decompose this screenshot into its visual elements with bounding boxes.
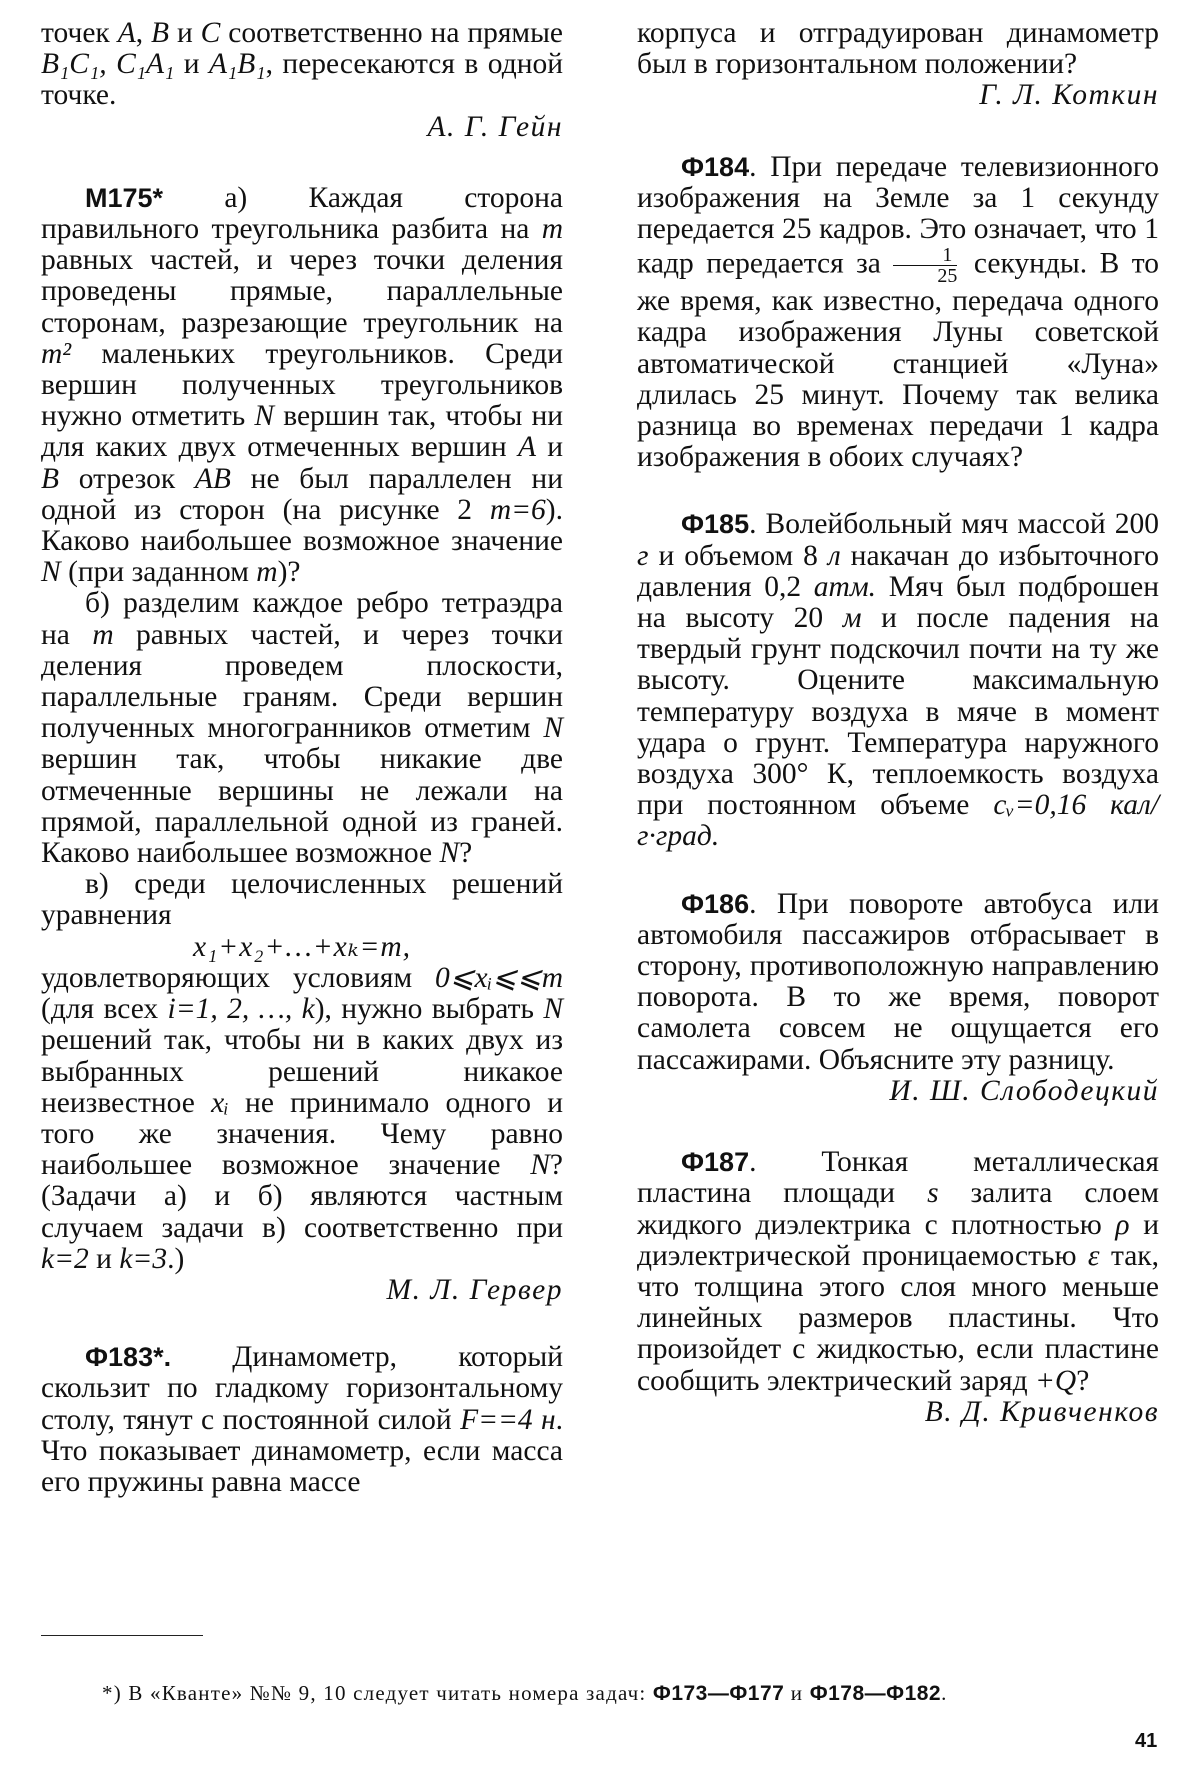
math-inequality: 0⩽xᵢ⩽⩽m — [435, 961, 563, 994]
footnote-text: *) В «Кванте» №№ 9, 10 следует читать номера задач: — [102, 1681, 647, 1705]
problem-continuation: точек A, B и C соответственно на прямые B₁C₁, C₁A₁ и A₁B₁, пересекаются в одной точке. — [41, 17, 564, 112]
author-signature: А. Г. Гейн — [427, 110, 563, 143]
spacer — [637, 112, 1159, 152]
unit: л — [827, 539, 841, 572]
text: соответственно на прямые — [228, 17, 564, 49]
unit: г — [637, 539, 649, 572]
math-B: B — [41, 462, 60, 495]
footnote-range: Ф173—Ф177 — [652, 1682, 785, 1705]
math-i-range: i=1, 2, …, k — [167, 993, 315, 1026]
text: . Волейбольный мяч массой 200 — [749, 508, 1159, 541]
math-k2: k=2 — [41, 1242, 89, 1275]
math-m: m — [541, 213, 563, 246]
problem-f187 — [637, 1147, 1159, 1397]
math-N: N — [254, 400, 275, 433]
math-s: s — [927, 1177, 939, 1210]
math-C: C — [200, 17, 221, 49]
text: залита слоем жидкого диэлектрика с плотностью — [637, 1177, 1160, 1241]
text: так, что толщина этого слоя много меньше линейных размеров пластины. Что произойдет с жидкостью, если пластине сообщить электрический заряд — [637, 1239, 1160, 1397]
math-epsilon: ε — [1087, 1239, 1100, 1272]
fraction-numerator: 1 — [893, 245, 957, 266]
right-column — [637, 18, 1159, 1428]
text: ? — [459, 837, 473, 870]
footnote-range: Ф178—Ф182 — [809, 1682, 942, 1705]
math-A: A — [117, 17, 136, 49]
math-AB: AB — [194, 462, 231, 495]
problem-f184 — [637, 152, 1159, 474]
text: вершин так, чтобы ни для каких двух отмеченных вершин — [41, 400, 564, 464]
unit: м — [842, 602, 862, 635]
text: ? (Задачи а) и б) являются частным случаем задачи в) соответственно при — [41, 1149, 563, 1244]
text: удовлетворяющих условиям — [41, 961, 413, 994]
footnote-text: . — [941, 1681, 948, 1705]
problem-number: Ф186 — [681, 888, 750, 919]
problem-number: М175* — [85, 182, 164, 213]
problem-m175-b — [41, 588, 563, 869]
spacer — [41, 143, 563, 183]
math-rho: ρ — [1115, 1208, 1130, 1241]
text: ? — [1076, 1364, 1090, 1397]
problem-number: Ф187 — [681, 1147, 750, 1178]
author-signature: Г. Л. Коткин — [979, 79, 1159, 112]
spacer — [637, 853, 1159, 889]
math-N: N — [543, 993, 563, 1026]
math-k3: k=3 — [119, 1242, 168, 1275]
text: вершин так, чтобы никакие две отмеченные вершины не лежали на прямой, параллельной одной из граней. Каково наибольшее возможное — [41, 743, 563, 870]
text: (при заданном — [68, 556, 249, 589]
text: равных частей, и через точки деления проведем плоскости, параллельные граням. Среди вершин полученных многогранников отметим — [41, 618, 564, 745]
text: .) — [167, 1242, 185, 1275]
text: не принимало одного и того же значения. Чему равно наибольшее возможное значение — [41, 1086, 564, 1182]
text: отрезок — [78, 462, 176, 495]
math-N: N — [530, 1149, 550, 1182]
text: Мяч был подброшен на высоту 20 — [637, 570, 1160, 635]
problem-number: Ф183*. — [85, 1342, 172, 1373]
unit: кал/г·град. — [637, 789, 1160, 853]
footnote-divider — [41, 1635, 203, 1636]
math-N: N — [543, 712, 563, 745]
spacer — [637, 473, 1159, 509]
text: . Что показывает динамометр, если масса его пружины равна массе — [41, 1403, 564, 1498]
problem-m175-a: М175* а) Каждая сторона правильного треугольника разбита на m равных частей, и через точки деления проведены прямые, параллельные сторонам, разрезающие треугольник на m² маленьких треугольников. Среди вершин полученных треугольников нужно отметить N вершин так, чтобы ни для каких двух отмеченных вершин A и B отрезок AB не был параллелен ни одной из сторон (на рисунке 2 m=6). Каково наибольшее возможное значение N (при заданном m)? — [41, 181, 564, 589]
fraction — [893, 245, 957, 286]
footnote-text: и — [790, 1681, 804, 1705]
text: ), нужно выбрать — [314, 993, 534, 1026]
text: накачан до избыточного давления 0,2 — [637, 539, 1160, 603]
math-cv: cᵥ=0,16 — [993, 789, 1087, 822]
math-a1b1: A₁B₁ — [209, 48, 266, 81]
math-A: A — [517, 431, 536, 464]
fraction-denominator: 25 — [937, 265, 958, 288]
text: и — [183, 48, 200, 81]
text: ). Каково наибольшее возможное значение — [41, 493, 563, 558]
math-c1a1: C₁A₁ — [116, 48, 175, 81]
math-force: F==4 н — [460, 1403, 556, 1436]
text: и объемом 8 — [658, 539, 818, 572]
problem-f183-cont: корпуса и отградуирован динамометр был в горизонтальном положении? — [637, 17, 1159, 81]
text: секунды. В то же время, как известно, передача одного кадра изображения Луны советской автоматической станцией «Луна» длилась 25 минут. Почему так велика разница во временах передачи 1 кадра изображения в обоих случаях? — [637, 247, 1160, 474]
text: решений так, чтобы ни в каких двух из выбранных решений никакое неизвестное — [41, 1024, 563, 1119]
author-signature: И. Ш. Слободецкий — [889, 1074, 1159, 1107]
math-xi: xᵢ — [211, 1086, 229, 1119]
text: . При повороте автобуса или автомобиля пассажиров отбрасывает в сторону, противоположную направлению поворота. В то же время, поворот самолета совсем не ощущается его пассажирами. Объясните эту разницу. — [637, 887, 1159, 1076]
text: и после падения на твердый грунт подскочил почти на ту же высоту. Оцените максимальную температуру воздуха в мяче в момент удара о грунт. Температура наружного воздуха 300° К, теплоемкость воздуха при постоянном объеме — [637, 602, 1160, 822]
math-N: N — [439, 837, 460, 870]
text: . При передаче телевизионного изображения на Земле за 1 секунду передается 25 кадров. Это означает, что 1 кадр передается за — [637, 150, 1159, 280]
text: и — [96, 1242, 112, 1275]
author-signature: В. Д. Кривченков — [924, 1395, 1159, 1428]
text: б) разделим каждое ребро тетраэдра на — [41, 587, 563, 651]
problem-f183 — [41, 1342, 563, 1498]
text: маленьких треугольников. Среди вершин полученных треугольников нужно отметить — [41, 337, 563, 433]
math-N: N — [41, 556, 61, 589]
math-m6: m=6 — [489, 493, 546, 526]
math-b1c1: B₁C₁, — [41, 48, 107, 81]
problem-m175-c-cont — [41, 963, 563, 1275]
text: в) среди целочисленных решений уравнения — [41, 868, 563, 932]
problem-m175-c — [41, 869, 563, 931]
text: (для всех — [41, 993, 159, 1026]
math-B: B — [151, 17, 170, 49]
problem-number: Ф185 — [681, 509, 750, 540]
text: Динамометр, который скользит по гладкому горизонтальному столу, тянут с постоянной силой — [41, 1341, 564, 1436]
text: а) Каждая сторона правильного треугольника разбита на — [41, 181, 563, 246]
footnote — [102, 1680, 1102, 1707]
math-m: m — [92, 618, 114, 651]
spacer — [41, 1306, 563, 1342]
spacer — [637, 1107, 1159, 1147]
text: )? — [277, 556, 301, 589]
unit: атм. — [813, 570, 877, 603]
text: и диэлектрической проницаемостью — [637, 1208, 1160, 1272]
problem-f185 — [637, 509, 1159, 852]
text: , пересекаются в одной точке. — [41, 48, 564, 112]
page-number: 41 — [1135, 1730, 1158, 1752]
text: не был параллелен ни одной из сторон (на рисунке 2 — [41, 462, 563, 526]
math-m: m — [256, 556, 278, 589]
problem-number: Ф184 — [681, 151, 750, 182]
math-m2: m² — [41, 337, 72, 370]
left-column — [41, 18, 563, 1498]
math-charge: +Q — [1035, 1364, 1077, 1397]
author-signature: М. Л. Гервер — [386, 1273, 563, 1306]
text: точек — [41, 17, 110, 49]
text: равных частей, и через точки деления проведены прямые, параллельные сторонам, разрезающие треугольник на — [41, 244, 563, 339]
equation: x₁+x₂+…+xₖ=m, — [192, 930, 412, 963]
text: . Тонкая металлическая пластина площади — [637, 1146, 1159, 1210]
problem-f186 — [637, 889, 1159, 1076]
